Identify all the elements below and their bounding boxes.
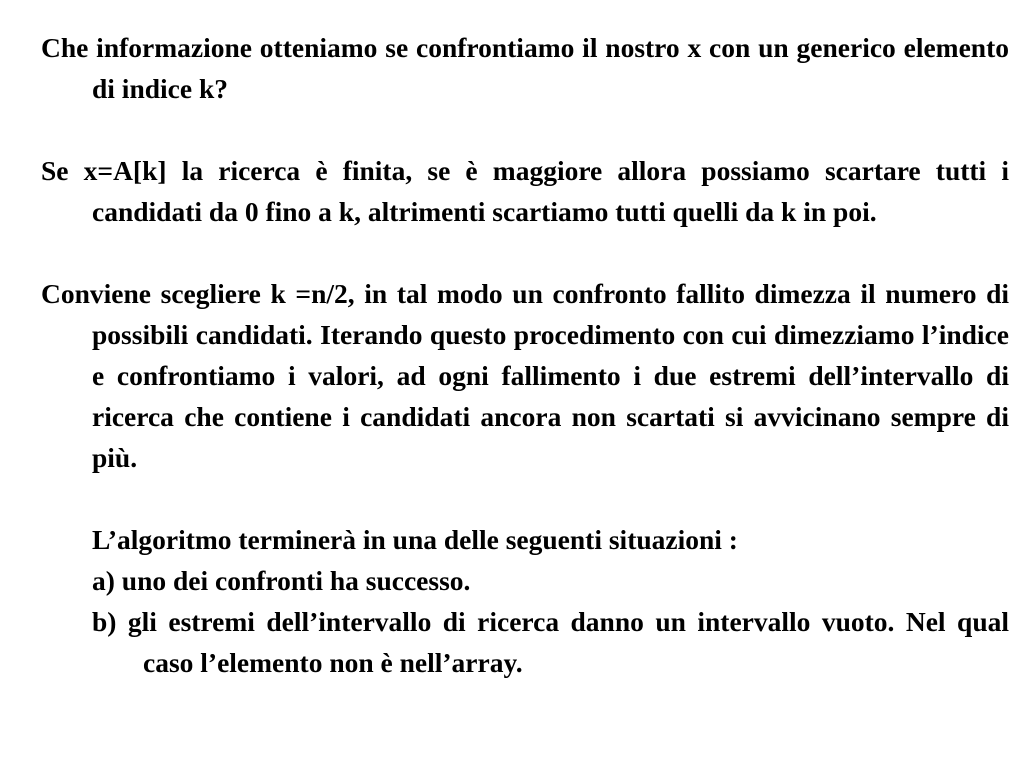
paragraph-question: Che informazione otteniamo se confrontiamo il nostro x con un generico elemento di indice k? <box>41 32 1009 104</box>
termination-block <box>41 519 1009 683</box>
termination-item-a: a) uno dei confronti ha successo. <box>92 565 471 596</box>
termination-intro: L’algoritmo terminerà in una delle seguenti situazioni : <box>92 524 738 555</box>
paragraph-bisection: Conviene scegliere k =n/2, in tal modo un confronto fallito dimezza il numero di possibili candidati. Iterando questo procedimento con cui dimezziamo l’indice e confrontiamo i valori, ad ogni fallimento i due estremi dell’intervallo di ricerca che contiene i candidati ancora non scartati si avvicinano sempre di più. <box>41 278 1009 473</box>
termination-item-b: b) gli estremi dell’intervallo di ricerca danno un intervallo vuoto. Nel qual caso l’elemento non è nell’array. <box>92 606 1009 678</box>
paragraph-comparison: Se x=A[k] la ricerca è finita, se è maggiore allora possiamo scartare tutti i candidati da 0 fino a k, altrimenti scartiamo tutti quelli da k in poi. <box>41 155 1009 227</box>
